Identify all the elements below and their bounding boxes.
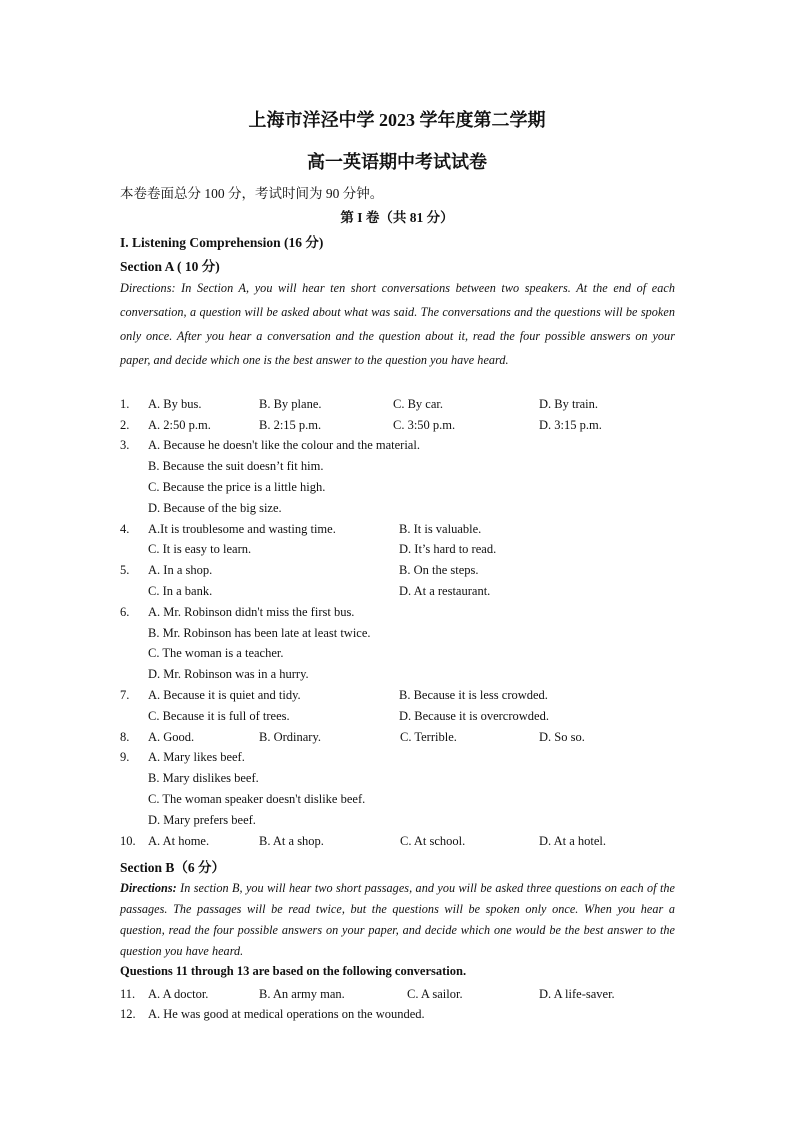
conversation-note: Questions 11 through 13 are based on the following conversation. — [120, 964, 467, 978]
option-d: D. Because of the big size. — [148, 501, 282, 515]
question-number: 2. — [120, 418, 130, 432]
question-6 — [0, 605, 794, 626]
option-a: A. In a shop. — [148, 563, 213, 577]
option-c: C. It is easy to learn. — [148, 542, 252, 556]
question-3 — [0, 438, 794, 459]
question-number: 3. — [120, 438, 130, 452]
question-number: 8. — [120, 730, 130, 744]
question-3-c — [0, 480, 794, 501]
question-6-b — [0, 626, 794, 647]
option-a: A. Because he doesn't like the colour and the material. — [148, 438, 420, 452]
section-b-heading: Section B（6 分） — [120, 860, 226, 875]
part-heading: 第 I 卷（共 81 分） — [340, 210, 454, 225]
question-2 — [0, 418, 794, 439]
question-4 — [0, 522, 794, 543]
option-a: A. Because it is quiet and tidy. — [148, 688, 301, 702]
question-3-d — [0, 501, 794, 522]
option-d: D. 3:15 p.m. — [539, 418, 602, 432]
listening-heading: I. Listening Comprehension (16 分) — [120, 235, 324, 250]
option-a: A. Mr. Robinson didn't miss the first bus. — [148, 605, 355, 619]
question-7 — [0, 688, 794, 709]
question-number: 5. — [120, 563, 130, 577]
option-b: B. At a shop. — [259, 834, 324, 848]
question-1 — [0, 397, 794, 418]
option-a: A. 2:50 p.m. — [148, 418, 211, 432]
option-a: A. He was good at medical operations on the wounded. — [148, 1007, 425, 1021]
question-8 — [0, 730, 794, 751]
option-a: A. Good. — [148, 730, 195, 744]
option-c: C. Terrible. — [400, 730, 457, 744]
option-a: A.It is troublesome and wasting time. — [148, 522, 336, 536]
question-7-cd — [0, 709, 794, 730]
option-a: A. Mary likes beef. — [148, 750, 245, 764]
option-a: A. By bus. — [148, 397, 202, 411]
option-b: B. 2:15 p.m. — [259, 418, 322, 432]
section-b-directions — [120, 878, 675, 962]
option-d: D. Because it is overcrowded. — [399, 709, 549, 723]
option-d: D. It’s hard to read. — [399, 542, 497, 556]
option-d: D. Mary prefers beef. — [148, 813, 256, 827]
section-a-directions: Directions: In Section A, you will hear ten short conversations between two speakers. At the end of each conversation, a question will be asked about what was said. The conversations and the questions will be spoken only once. After you hear a conversation and the question about it, read the four possible answers on your paper, and decide which one is the best answer to the question you have heard. — [120, 281, 675, 367]
option-b: B. Mr. Robinson has been late at least twice. — [148, 626, 371, 640]
question-number: 9. — [120, 750, 130, 764]
question-3-b — [0, 459, 794, 480]
exam-title: 上海市洋泾中学 2023 学年度第二学期 — [248, 110, 546, 130]
option-b: B. Ordinary. — [259, 730, 322, 744]
option-a: A. At home. — [148, 834, 210, 848]
option-c: C. By car. — [393, 397, 443, 411]
question-9-b — [0, 771, 794, 792]
option-b: B. By plane. — [259, 397, 322, 411]
exam-intro: 本卷卷面总分 100 分，考试时间为 90 分钟。 — [120, 186, 384, 201]
directions-text: In section B, you will hear two short passages, and you will be asked three questions on each of the passages. The passages will be read twice, but the questions will be spoken only once. When you hear a question, read the four possible answers on your paper, and decide which one would be the best answer to the question you have heard. — [120, 881, 675, 958]
option-b: B. On the steps. — [399, 563, 479, 577]
question-10 — [0, 834, 794, 855]
option-a: A. A doctor. — [148, 987, 209, 1001]
option-d: D. At a hotel. — [539, 834, 607, 848]
question-5-cd — [0, 584, 794, 605]
section-a-heading: Section A ( 10 分) — [120, 259, 220, 274]
directions-label: Directions: — [120, 881, 177, 895]
option-c: C. At school. — [400, 834, 466, 848]
question-number: 7. — [120, 688, 130, 702]
question-number: 10. — [120, 834, 136, 848]
option-b: B. Because it is less crowded. — [399, 688, 548, 702]
question-number: 6. — [120, 605, 130, 619]
question-number: 1. — [120, 397, 130, 411]
option-d: D. So so. — [539, 730, 585, 744]
question-5 — [0, 563, 794, 584]
option-b: B. Mary dislikes beef. — [148, 771, 259, 785]
option-d: D. Mr. Robinson was in a hurry. — [148, 667, 309, 681]
option-c: C. 3:50 p.m. — [393, 418, 456, 432]
question-4-cd — [0, 542, 794, 563]
exam-subtitle: 高一英语期中考试试卷 — [307, 152, 487, 172]
option-b: B. It is valuable. — [399, 522, 482, 536]
question-6-c — [0, 646, 794, 667]
question-9 — [0, 750, 794, 771]
option-c: C. A sailor. — [407, 987, 463, 1001]
question-number: 4. — [120, 522, 130, 536]
option-d: D. A life-saver. — [539, 987, 615, 1001]
option-c: C. Because the price is a little high. — [148, 480, 326, 494]
question-9-d — [0, 813, 794, 834]
option-b: B. Because the suit doesn’t fit him. — [148, 459, 324, 473]
question-11 — [0, 987, 794, 1008]
option-b: B. An army man. — [259, 987, 345, 1001]
question-12 — [0, 1007, 794, 1028]
question-6-d — [0, 667, 794, 688]
question-number: 12. — [120, 1007, 136, 1021]
option-d: D. At a restaurant. — [399, 584, 491, 598]
option-d: D. By train. — [539, 397, 599, 411]
option-c: C. In a bank. — [148, 584, 213, 598]
option-c: C. The woman speaker doesn't dislike beef. — [148, 792, 366, 806]
option-c: C. The woman is a teacher. — [148, 646, 284, 660]
option-c: C. Because it is full of trees. — [148, 709, 290, 723]
question-number: 11. — [120, 987, 136, 1001]
question-9-c — [0, 792, 794, 813]
